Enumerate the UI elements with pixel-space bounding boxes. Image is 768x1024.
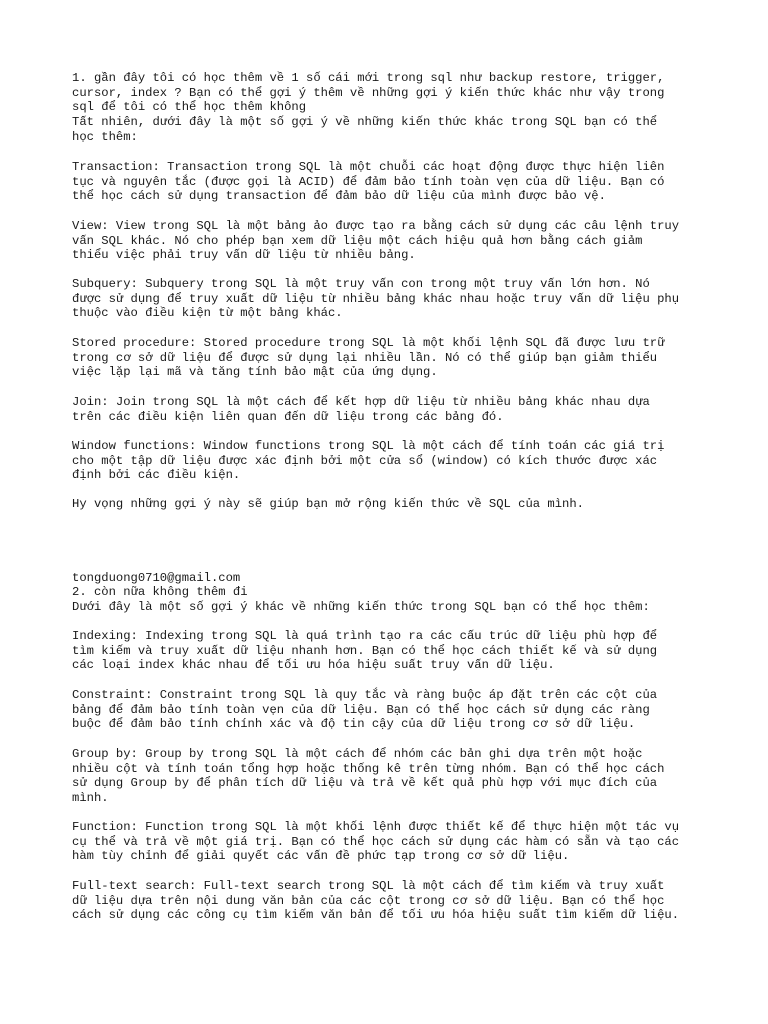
answer-2-item-function: Function: Function trong SQL là một khối lệnh được thiết kế để thực hiện một tác vụ cụ thể và trả về một giá trị. Bạn có thể học cách sử dụng các hàm có sẵn và tạo các hàm tùy chỉnh để giải quyết các vấn đề phức tạp trong cơ sở dữ liệu. (72, 820, 680, 864)
question-1: 1. gần đây tôi có học thêm về 1 số cái mới trong sql như backup restore, trigger, cursor, index ? Bạn có thể gợi ý thêm về những gợi ý kiến thức khác như vậy trong sql để tôi có thể học thêm không (72, 71, 665, 115)
answer-2-item-constraint: Constraint: Constraint trong SQL là quy tắc và ràng buộc áp đặt trên các cột của bảng để đảm bảo tính toàn vẹn của dữ liệu. Bạn có thể học cách sử dụng các ràng buộc để đảm bảo tính chính xác và độ tin cậy của dữ liệu trong cơ sở dữ liệu. (72, 688, 658, 732)
answer-2-item-indexing: Indexing: Indexing trong SQL là quá trình tạo ra các cấu trúc dữ liệu phù hợp để tìm kiếm và truy xuất dữ liệu nhanh hơn. Bạn có thể học cách thiết kế và sử dụng các loại index khác nhau để tối ưu hóa hiệu suất truy vấn dữ liệu. (72, 629, 658, 673)
answer-1-item-window-functions: Window functions: Window functions trong SQL là một cách để tính toán các giá trị cho một tập dữ liệu được xác định bởi một cửa sổ (window) có kích thước được xác định bởi các điều kiện. (72, 439, 665, 483)
question-2: 2. còn nữa không thêm đi (72, 585, 248, 599)
answer-1-item-join: Join: Join trong SQL là một cách để kết hợp dữ liệu từ nhiều bảng khác nhau dựa trên các điều kiện liên quan đến dữ liệu trong các bảng đó. (72, 395, 650, 424)
answer-2-intro: Dưới đây là một số gợi ý khác về những kiến thức trong SQL bạn có thể học thêm: (72, 600, 650, 614)
answer-1-intro: Tất nhiên, dưới đây là một số gợi ý về những kiến thức khác trong SQL bạn có thể học thêm: (72, 115, 658, 144)
author-email: tongduong0710@gmail.com (72, 571, 241, 585)
answer-2-item-group-by: Group by: Group by trong SQL là một cách để nhóm các bản ghi dựa trên một hoặc nhiều cột và tính toán tổng hợp hoặc thống kê trên từng nhóm. Bạn có thể học cách sử dụng Group by để phân tích dữ liệu và trả về kết quả phù hợp với mục đích của mình. (72, 747, 665, 805)
answer-1-item-view: View: View trong SQL là một bảng ảo được tạo ra bằng cách sử dụng các câu lệnh truy vấn SQL khác. Nó cho phép bạn xem dữ liệu một cách hiệu quả hơn bằng cách giảm thiểu việc phải truy vấn dữ liệu từ nhiều bảng. (72, 219, 680, 263)
answer-1-item-subquery: Subquery: Subquery trong SQL là một truy vấn con trong một truy vấn lớn hơn. Nó được sử dụng để truy xuất dữ liệu từ nhiều bảng khác nhau hoặc truy vấn dữ liệu phụ thuộc vào điều kiện từ một bảng khác. (72, 277, 680, 321)
answer-1-closing: Hy vọng những gợi ý này sẽ giúp bạn mở rộng kiến thức về SQL của mình. (72, 497, 584, 511)
answer-1-item-transaction: Transaction: Transaction trong SQL là một chuỗi các hoạt động được thực hiện liên tục và nguyên tắc (được gọi là ACID) để đảm bảo tính toàn vẹn của dữ liệu. Bạn có thể học cách sử dụng transaction để đảm bảo dữ liệu của mình được bảo vệ. (72, 160, 665, 204)
answer-2-item-full-text-search: Full-text search: Full-text search trong SQL là một cách để tìm kiếm và truy xuất dữ liệu dựa trên nội dung văn bản của các cột trong cơ sở dữ liệu. Bạn có thể học cách sử dụng các công cụ tìm kiếm văn bản để tối ưu hóa hiệu suất tìm kiếm dữ liệu. (72, 879, 680, 923)
answer-1-item-stored-procedure: Stored procedure: Stored procedure trong SQL là một khối lệnh SQL đã được lưu trữ trong cơ sở dữ liệu để được sử dụng lại nhiều lần. Nó có thể giúp bạn giảm thiểu việc lặp lại mã và tăng tính bảo mật của ứng dụng. (72, 336, 665, 380)
